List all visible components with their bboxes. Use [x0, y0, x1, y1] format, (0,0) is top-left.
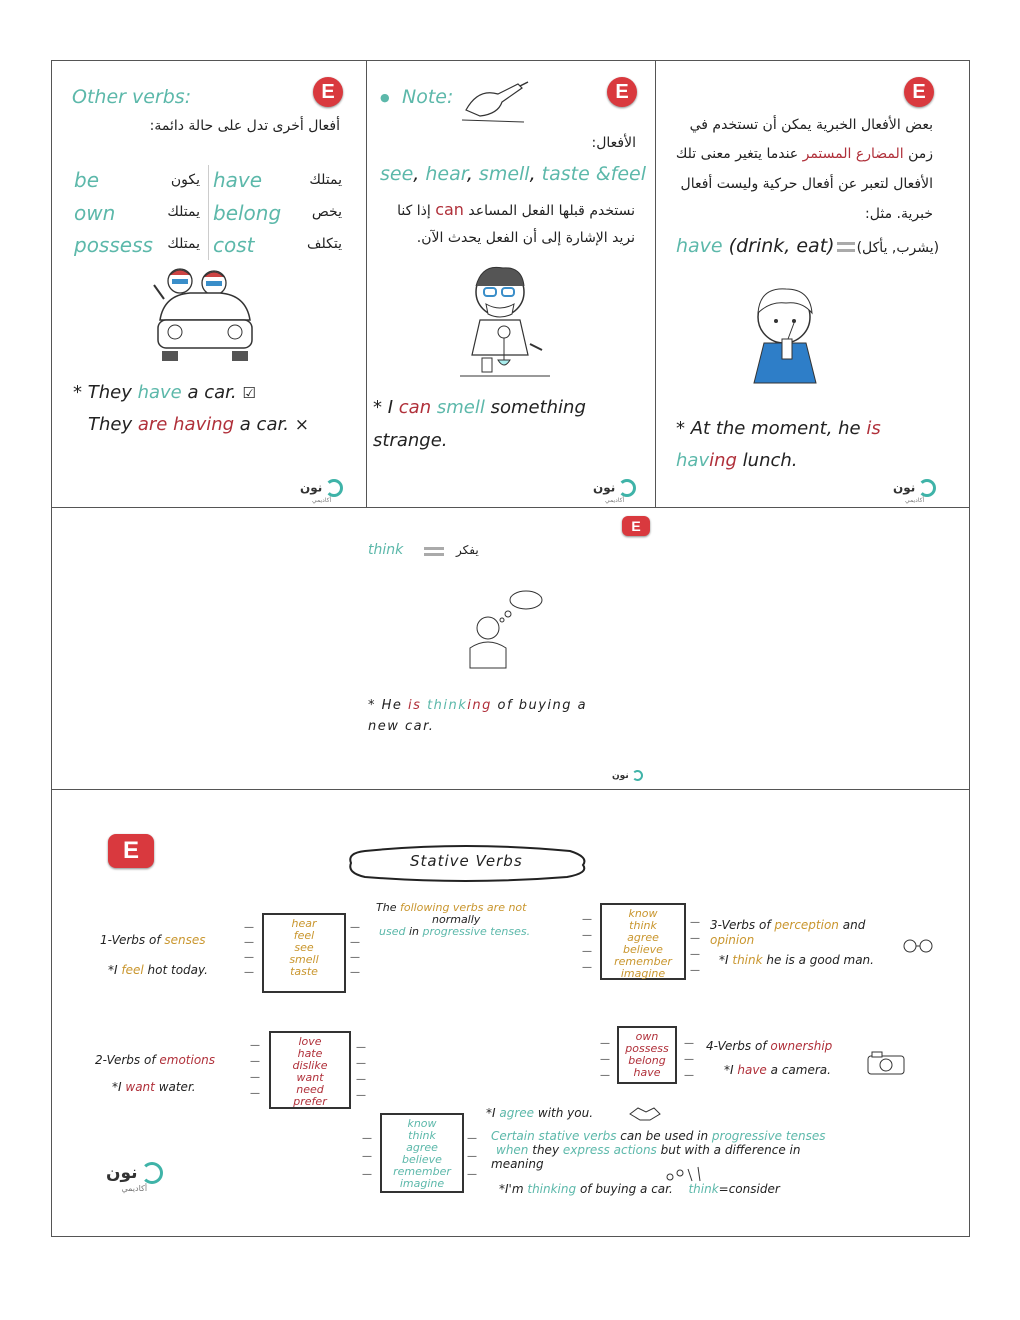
rays-right: — — — — — [356, 1042, 366, 1101]
rays-right: — — — — — [350, 922, 360, 978]
camera-icon — [866, 1050, 908, 1076]
senses-box: hear feel see smell taste — [262, 913, 346, 993]
rays-left: — — — — [600, 1038, 610, 1081]
card2-example-line2: strange. — [373, 430, 448, 451]
cat1-label: 1-Verbs of senses — [100, 933, 206, 947]
rays-right: — — — — — [690, 917, 700, 976]
checkmark-icon: ☑ — [242, 384, 256, 402]
rays-left: — — — — — [250, 1040, 260, 1099]
logo-mark-icon — [918, 479, 936, 497]
card3-text-2: زمن المضارع المستمر عندما يتغير معنى تلك — [675, 146, 933, 162]
cat2-example: *I want water. — [112, 1080, 196, 1094]
cat3-label: 3-Verbs of perception and — [710, 918, 866, 932]
card1-subtitle: أفعال أخرى تدل على حالة دائمة: — [149, 118, 340, 134]
rays-left: — — — — — [582, 914, 592, 973]
card4-example-line2: new car. — [368, 719, 435, 734]
note-text-1: نستخدم قبلها الفعل المساعد can إذا كنا — [397, 200, 635, 219]
think-word: think — [368, 542, 404, 558]
cat4-label: 4-Verbs of ownership — [706, 1039, 833, 1053]
poster-title: Stative Verbs — [410, 852, 523, 870]
card1-title: Other verbs: — [72, 86, 192, 108]
glasses-icon — [902, 936, 934, 956]
rays-left: — — — — — [244, 922, 254, 978]
final-example: *I'm thinking of buying a car. think=consider — [499, 1182, 780, 1196]
boy-drinking-illustration — [742, 283, 837, 393]
equals-icon — [837, 242, 855, 252]
noon-logo: نون أكاديمي — [893, 479, 936, 504]
card1-example-1: * They have a car. ☑ — [73, 382, 256, 403]
e-badge-icon: E — [607, 77, 637, 107]
verb-be: be — [74, 168, 99, 192]
logo-mark-icon — [632, 770, 643, 781]
cat2-label: 2-Verbs of emotions — [95, 1053, 216, 1067]
ownership-box: own possess belong have — [617, 1026, 677, 1084]
verb-possess-ar: يمتلك — [167, 236, 200, 252]
card1-example-2: They are having a car. × — [88, 414, 309, 435]
card2-example: * I can smell something — [373, 397, 586, 418]
card3-example-1: * At the moment, he is — [676, 418, 881, 439]
noon-logo: نون — [612, 770, 643, 781]
card4-example: * He is thinking of buying a — [368, 698, 588, 713]
handshake-icon — [628, 1102, 662, 1122]
rays-right: — — — — [467, 1133, 477, 1180]
rays-right: — — — — [684, 1038, 694, 1081]
divider-2 — [655, 60, 656, 508]
card3-example-2: having lunch. — [676, 450, 798, 471]
card3-text-1: بعض الأفعال الخبرية يمكن أن تستخدم في — [689, 117, 933, 133]
emotions-box: love hate dislike want need prefer — [269, 1031, 351, 1109]
perception-verbs: see, hear, smell, taste &feel — [380, 163, 647, 185]
certain-line-2: when they express actions but with a difference in — [496, 1143, 801, 1157]
verb-have-ar: يمتلك — [309, 172, 342, 188]
cat3-key2: opinion — [710, 933, 755, 947]
verb-own: own — [74, 201, 116, 225]
e-badge-icon: E — [904, 77, 934, 107]
verbs-label: الأفعال: — [591, 135, 636, 151]
e-badge-icon: E — [622, 516, 650, 536]
note-text-2: نريد الإشارة إلى أن الفعل يحدث الآن. — [416, 230, 635, 246]
logo-mark-icon — [618, 479, 636, 497]
logo-mark-icon — [141, 1162, 163, 1184]
verb-possess: possess — [74, 233, 153, 257]
certain-line-1: Certain stative verbs can be used in progressive tenses — [491, 1129, 826, 1143]
logo-mark-icon — [325, 479, 343, 497]
equals-icon — [424, 547, 444, 556]
have-definition: have (drink, eat) (يشرب, يأكل) — [676, 235, 940, 257]
thinking-person-illustration — [462, 588, 552, 670]
noon-logo: نون أكاديمي — [593, 479, 636, 504]
e-badge-icon: E — [108, 834, 154, 868]
noon-logo: نون أكاديمي — [300, 479, 343, 504]
dynamic-verbs-box: know think agree believe remember imagine — [380, 1113, 464, 1193]
card1-column-divider — [208, 165, 209, 260]
verb-have: have — [213, 168, 263, 192]
verb-belong-ar: يخص — [311, 204, 342, 220]
card2-title: Note: — [402, 86, 454, 108]
verb-cost: cost — [213, 233, 255, 257]
cat4-example: *I have a camera. — [724, 1063, 831, 1077]
writing-hand-icon — [458, 80, 530, 128]
verb-cost-ar: يتكلف — [307, 236, 342, 252]
verb-own-ar: يمتلك — [167, 204, 200, 220]
think-ar: يفكر — [456, 543, 479, 557]
card3-text-4: خبرية. مثل: — [865, 206, 933, 222]
cat1-example: *I feel hot today. — [108, 963, 208, 977]
cat3-example: *I think he is a good man. — [719, 953, 874, 967]
e-badge-icon: E — [313, 77, 343, 107]
verb-belong: belong — [213, 201, 282, 225]
certain-line-3: meaning — [491, 1157, 544, 1171]
scientist-illustration — [462, 260, 552, 380]
note-bullet: ● — [380, 91, 390, 104]
intro-line-3: used in progressive tenses. — [379, 925, 531, 938]
agree-example: *I agree with you. — [486, 1106, 594, 1120]
cross-icon: × — [294, 415, 309, 435]
verb-be-ar: يكون — [170, 172, 200, 188]
divider-1 — [366, 60, 367, 508]
intro-line-2: normally — [432, 913, 481, 926]
car-illustration — [150, 265, 260, 370]
card3-text-3: الأفعال لتعبر عن أفعال حركية وليست أفعال — [680, 176, 933, 192]
perception-box: know think agree believe remember imagine — [600, 903, 686, 980]
rays-left: — — — — [362, 1133, 372, 1180]
noon-logo: نون أكاديمي — [106, 1162, 163, 1193]
intro-line-1: The following verbs are not — [376, 901, 527, 914]
